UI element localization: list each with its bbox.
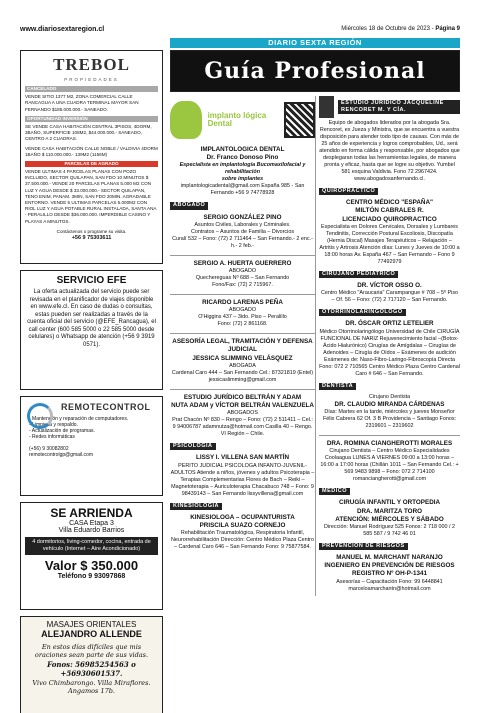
ad-title: SE ARRIENDA bbox=[50, 506, 133, 520]
listing-card: DR. ÓSCAR ORTIZ LETELIER Médico Otorrinolaringólogo Universidad de Chile CIRUGÍA FUNCIONAL DE NARIZ Rejuvenecimiento facial –(Botox-Ácido Hialurónico) Cirugías de Amígdalas – Cirugías de Adenoides – Cirugía de Oídos – Exámenes de audición Exámenes de: Naso-Fibro-Laringo-Fibroscopía Directa Fono: 072 2 710565 Centro Médico Plaza Centro Cardenal Caro # 646 – San Fernando. bbox=[319, 320, 460, 377]
listing-card: Equipo de abogados liderados por la abogada Sra. Rencoret, ex Jueza y Ministra, que se encuentra a vuestra disposición para atender todo tipo de causas. Con más de 25 años de experiencia y logros comprobables, Ud., será atendido en forma cálida y responsable, por abogados que desplegaran todas las herramientas legales, de manera pronta y eficaz, hasta que se logre su objetivo. Yumbel 581 esquina Valdivia. Fono 72 2967424. www.abogadosanfernando.cl. bbox=[319, 120, 460, 183]
estudio-title: ESTUDIO JURÍDICO JACQUELINE RENCORET M. Y CÍA. bbox=[338, 100, 460, 114]
ad-name: ALEJANDRO ALLENDE bbox=[41, 629, 142, 639]
ad-header: PARCELAS DE AGRADO bbox=[25, 161, 158, 167]
listing-card: DR. VÍCTOR OSSO O. Centro Médico "Araucaria" Carampangue # 708 – 5º Piso – Of. 56 – Fono: (72) 2 717120 – San Fernando. bbox=[320, 282, 459, 304]
contact-email: remotecontrolgp@gmail.com bbox=[29, 452, 93, 458]
servicio-efe-ad bbox=[20, 270, 163, 390]
left-ads-column bbox=[20, 50, 163, 713]
remotecontrol-ad bbox=[20, 396, 163, 496]
category-dentista: DENTISTA bbox=[319, 383, 356, 390]
ad-text: La oferta actualizada del servicio puede ser revisada en el planificador de viajes disponible en www.efe.cl. En caso de dudas o consultas, estas pueden ser realizadas a través de la cuenta oficial del servicio (@EFE_Rancagua), el call center (600 585 5000 o 22 585 5000 desde celulares) o Whatsapp de atención (+56 9 3919 0571). bbox=[27, 289, 156, 348]
trebol-sub: PROPIEDADES bbox=[64, 76, 119, 82]
ad-text: VENDE ULTIMAS 4 PARCELAS PLANAS CON POZO INCLUIDO, SECTOR QUILAPAN, SAN FDO 10 MINUTOS $ 37.500.000.- VENDE 20 PARCELAS PLANAS 5.000 M2 CON LUZ Y AGUA DESDE $ 33.000.000.- SECTOR QUILAPAN, TENO ENIM, PANAM. 3MIN, SAN FDO 20MIN. AGRADABLE ENTORNO. VENDE 5 ULTIMAS PARCELAS 5.000M2 CON RIOL LUZ Y AGUA POTABLE RURAL INSTALADA, SANTA ANA - PERALILLO DESDE $36.000.000. IMPERDIBLE CASINO Y PLAYAS A MINUTOS. bbox=[25, 169, 157, 224]
contact-phone: (+56) 9 30082802 bbox=[29, 446, 69, 452]
dental-brand: implanto lógica Dental bbox=[207, 110, 267, 128]
listing-card: DRA. ROMINA CIANGHEROTTI MORALES Cirujano Dentista – Centro Médico Especialidades Coolaagua LUNES A VIERNES 09:00 a 13:00 horas – 16:00 a 17:00 horas (Chillán 1011 – San Fernando Cel.: + 569 9483 9898 – Fono: 072 2 714100 romanciangherotti@gmail.com bbox=[320, 440, 459, 483]
tooth-icon bbox=[170, 101, 202, 139]
ad-phone: Teléfono 9 93097868 bbox=[57, 573, 126, 581]
category-quiropractico: QUIROPRACTICO bbox=[319, 188, 378, 195]
directory-column-2 bbox=[315, 96, 460, 596]
category-otorrino: OTORRINOLARINGOLOGO bbox=[319, 309, 406, 316]
ad-sub: Villa Eduardo Barrios bbox=[58, 527, 125, 534]
listing-card: ESTUDIO JURÍDICO BELTRÁN Y ADAM NUTA ADAM y VÍCTOR BELTRÁN VALENZUELA ABOGADOS Prat Chacón Nº 830 – Rengo – Fono: (72) 2 511411 – Cel.: 9 94006787 adamnutza@hotmail.com Casilla 40 – Rengo. VI Región – Chile. bbox=[171, 393, 314, 438]
guia-profesional-title: Guía Profesional bbox=[170, 50, 460, 92]
listing-card: KINESIOLOGA – OCUPANTURISTA PRISCILA SUAZO CORNEJO Rehabilitación Traumatológica, Respiratoria Infantil, Neurorrehabilitación Dirección: Centro Médico Plaza Centro – Cardenal Caro 646 – San Fernando Fono: 9 75877584. bbox=[171, 513, 314, 551]
ad-text: VENDE SITIO 1377 M2, ZONA COMERCIAL CALLE RANCAGUA A UNA CUADRA TERMINAL MAYOR SAN FERNANDO $185.000.000.- SANEADO. bbox=[25, 94, 139, 112]
category-abogado: ABOGADO bbox=[170, 202, 208, 209]
law-firm-logo-icon bbox=[319, 96, 334, 118]
listing-card: CENTRO MÉDICO "ESPAÑA" MILTÓN CABRALES R. LICENCIADO QUIROPRACTICO Especialista en Dolores Cervicales, Dorsales y Lumbares Tendinitis, Corrección Postural Escoliosis, Discopatía (Hernia Discal) Masajes Terapéuticos – Relajación – Artritis y Artrosis Atención días: Lunes y Jueves de 10:00 a 18:00 horas Av. España 467 – San Fernando – Fono 9 77492979 bbox=[319, 199, 460, 265]
date-line: Miércoles 18 de Octubre de 2023 - Página 9 bbox=[341, 26, 460, 32]
ad-header: CANCELADO bbox=[25, 86, 158, 92]
category-psicologia: PSICOLOGIA bbox=[170, 443, 216, 450]
listing-card: SERGIO A. HUERTA GUERRERO ABOGADO Quechereguas Nº 688 – San Fernando Fono/Fax: (72) 2 715967. bbox=[193, 259, 292, 288]
listing-card: RICARDO LARENAS PEÑA ABOGADO O'Higgins 437 – 3ido. Piso – Peralillo Fono: (72) 2 861168. bbox=[198, 299, 287, 328]
category-kinesiologia: KINESIOLOGIA bbox=[170, 503, 222, 510]
ad-sub: CASA Etapa 3 bbox=[69, 520, 114, 527]
category-cirujano: CIRUJANO PEDIATRICO bbox=[319, 271, 398, 278]
ad-text: VENDE CASA HABITACIÓN CALLE NOBLE / VALDIVIA 4DORM 1BAÑO $ 110.000.000.- 139M2 (1156M) bbox=[25, 145, 158, 157]
listing-card: Cirujano Dentista DR. CLAUDIO MIRANDA CÁRDENAS Días: Martes en la tarde, miércoles y jueves Monseñor Félix Cabrera 62 Of. 3 B Providencia – Santiago Fonos: 2319601 – 2319602 bbox=[322, 393, 457, 430]
masajes-ad bbox=[20, 616, 163, 713]
ad-handwriting: En estos días difíciles que mis oraciones sean parte de sus vidas. Fonos: 56985254563 o +56930601537. Vivo Chimbarongo. Villa Miraflores. Angamos 17b. bbox=[32, 643, 151, 696]
ad-title: REMOTECONTROL bbox=[61, 402, 151, 412]
ad-header: OPORTUNIDAD INVERSIÓN bbox=[25, 116, 158, 122]
listing-card: SERGIO GONZÁLEZ PINO Asuntos Civiles, Laborales y Criminales. Contratos – Asuntos de Familia – Divorcios Curalí 532 – Fono: (72) 2 711464 – San Fernando.- 2 enc.- h.- 2 feb.- bbox=[172, 213, 313, 249]
dental-header bbox=[170, 96, 315, 144]
directory-column-1 bbox=[170, 96, 315, 554]
category-medico: MÉDICO bbox=[319, 488, 350, 495]
section-banner: DIARIO SEXTA REGIÓN bbox=[170, 38, 460, 48]
remote-logo-icon bbox=[27, 403, 53, 429]
ad-text: SE VENDE CASA HABITACIÓN CENTRAL 3PISOS, 4DORM, 3BAÑO, SUPERFICIE 108M2, $44.000.000.- SANEADO, CENTRO A 2 CUADRAS. bbox=[25, 123, 152, 142]
site-url: www.diariosextaregion.cl bbox=[20, 26, 105, 33]
listing-card: MANUEL M. MARCHANT NARANJO INGENIERO EN PREVENCIÓN DE RIESGOS REGISTRO Nº OH-P-1341 Asesorías – Capacitación Fono: 99 6448841 marceloamarchantn@hotmail.com bbox=[324, 554, 455, 592]
trebol-ad bbox=[20, 50, 163, 264]
listing-card: LISSY I. VILLENA SAN MARTÍN PERITO JUDICIAL PSICOLOGA INFANTO-JUVENIL-ADULTOS Atiende a niños, jóvenes y adultos Psicoterapia – Terapias Complementarias Flores de Bach – Reiki – Magnetoterapia – Auriculoterapia Chacabuco 748 – Fono: 9 98439143 – San Fernando lissyvillena@gmail.com bbox=[170, 454, 315, 497]
list-item: - Redes informáticas bbox=[29, 434, 75, 440]
ad-footer: Contáctenos o programe su visita. +56 9 75303611 bbox=[56, 228, 127, 241]
list-item: - Limpieza y respaldo. bbox=[29, 422, 78, 428]
list-item: - Actualización de programas. bbox=[29, 428, 95, 434]
trebol-logo: TREBOL bbox=[53, 55, 130, 74]
dental-card: IMPLANTOLOGICA DENTAL Dr. Franco Donoso Pino Especialista en implantología Bucomaxilofacial y rehabilitación sobre implantes implantologicadental@gmail.com España 985 - San Fernando +56 9 74778928 bbox=[179, 146, 306, 197]
category-prevencion: PREVENCIÓN DE RIESGOS bbox=[319, 543, 408, 550]
arriendo-ad bbox=[20, 502, 163, 610]
ad-price: Valor $ 350.000 bbox=[44, 558, 139, 574]
ad-title: MASAJES ORIENTALES bbox=[46, 620, 137, 629]
listing-card: ASESORÍA LEGAL, TRAMITACIÓN Y DEFENSA JUDICIAL JESSICA SLIMMING VELÁSQUEZ ABOGADA Cardenal Caro 444 – San Fernando Cel.: 87321819 (Entel) jessicaslimming@gmail.com bbox=[171, 338, 314, 383]
qr-code-icon bbox=[284, 102, 315, 138]
ad-features: 4 dormitorios, living-comedor, cocina, entrada de vehículo (Internet – Aire Acondicionado) bbox=[25, 537, 158, 555]
ad-title: SERVICIO EFE bbox=[56, 275, 127, 286]
page-header bbox=[20, 24, 460, 36]
list-item: - Mantención y reparación de computadores. bbox=[29, 416, 129, 422]
estudio-header bbox=[319, 96, 460, 118]
listing-card: CIRUGÍA INFANTIL Y ORTOPEDIA DRA. MARITZA TORO ATENCIÓN: MIÉRCOLES Y SÁBADO Dirección: Manuel Rodríguez 525 Fonos: 2 718 000 / 2 585 587 / 9 742 46 01 bbox=[324, 499, 455, 537]
